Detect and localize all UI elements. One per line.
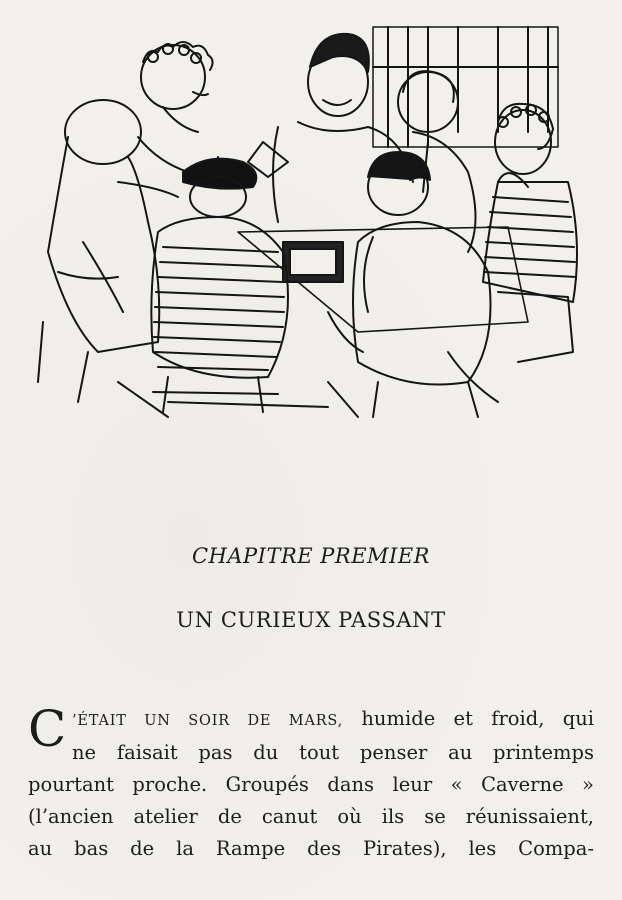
text-line-5: au bas de la Rampe des Pirates), les Compa- — [28, 837, 594, 860]
text-line-1 — [28, 703, 594, 737]
text-line-3: pourtant proche. Groupés dans leur « Caverne » — [28, 773, 594, 796]
text-line-1-rest: humide et froid, qui — [343, 707, 595, 730]
chapter-subtitle: UN CURIEUX PASSANT — [176, 608, 446, 632]
chapter-title: CHAPITRE PREMIER — [191, 544, 430, 568]
group-scene-illustration-icon — [28, 22, 588, 422]
text-line-1-smallcaps: ’ÉTAIT UN SOIR DE MARS, — [72, 713, 344, 729]
text-line-2: ne faisait pas du tout penser au printemps — [72, 741, 594, 764]
drop-cap: C — [28, 700, 67, 758]
text-line-4: (l’ancien atelier de canut où ils se réunissaient, — [28, 805, 594, 828]
body-paragraph — [28, 700, 595, 865]
